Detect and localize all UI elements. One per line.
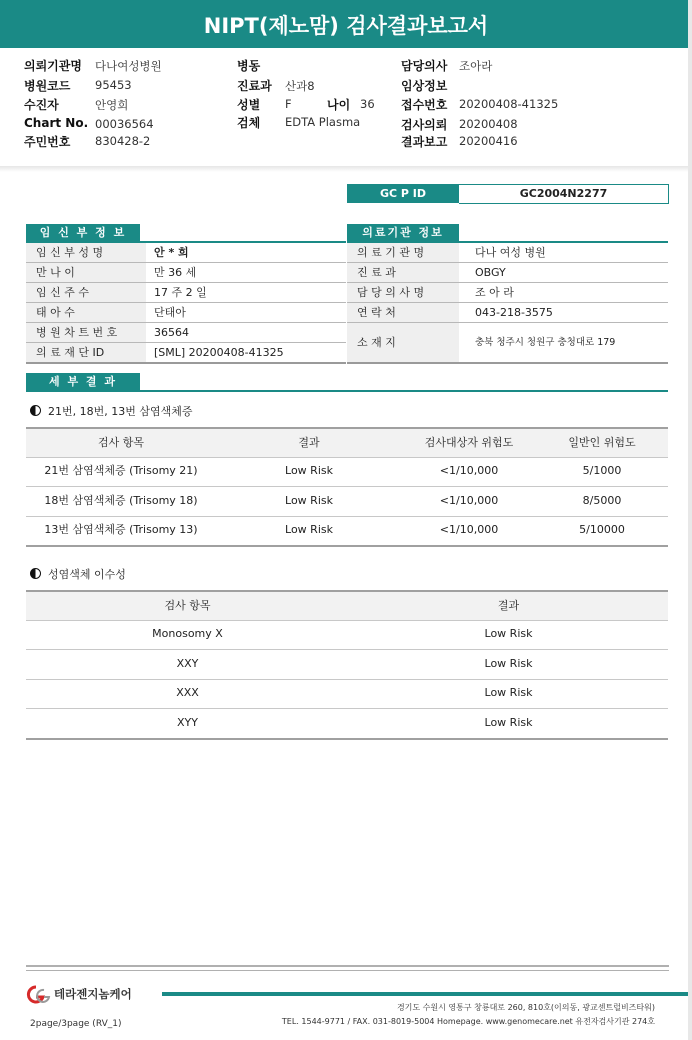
pregnant-row-value: 만 36 세	[154, 266, 197, 279]
table-row	[26, 457, 668, 487]
institution-row	[347, 243, 668, 263]
table-cell: <1/10,000	[439, 464, 499, 477]
institution-row-value: OBGY	[475, 266, 506, 279]
dept-value: 산과8	[285, 79, 315, 93]
table-cell: 13번 삼염색체증 (Trisomy 13)	[44, 523, 198, 536]
column-header: 검사 항목	[164, 599, 211, 612]
pregnant-row	[26, 243, 346, 263]
table-row	[26, 487, 668, 517]
examinee-value: 안영희	[95, 98, 129, 112]
institution-row-value: 조 아 라	[475, 286, 514, 299]
pregnant-row-key: 태 아 수	[26, 303, 146, 322]
table-row	[26, 650, 668, 680]
rrn-value: 830428-2	[95, 134, 151, 148]
page-number: 2page/3page (RV_1)	[30, 1019, 122, 1029]
section1-heading	[30, 403, 192, 419]
chart-label: Chart No.	[24, 116, 89, 130]
table-cell: <1/10,000	[439, 494, 499, 507]
examinee-label: 수진자	[24, 98, 59, 112]
code-label: 병원코드	[24, 79, 71, 93]
hospital-label: 의뢰기관명	[24, 59, 82, 73]
pregnant-row-key: 임 신 부 성 명	[26, 243, 146, 262]
pregnant-row-value: 안 * 희	[154, 246, 189, 259]
institution-row-value: 다나 여성 병원	[475, 246, 546, 259]
column-header: 일반인 위험도	[568, 436, 636, 449]
table-row	[26, 709, 668, 740]
half-circle-icon	[30, 405, 41, 416]
specimen-value: EDTA Plasma	[285, 115, 361, 129]
chart-value: 00036564	[95, 117, 154, 131]
table-cell: Low Risk	[484, 716, 533, 729]
reception-value: 20200408-41325	[459, 97, 559, 111]
pregnant-row	[26, 263, 346, 283]
sex-label: 성별	[237, 98, 261, 112]
pregnant-row-value: [SML] 20200408-41325	[154, 346, 284, 359]
report-header	[0, 48, 692, 168]
doctor-label: 담당의사	[401, 59, 448, 73]
dept-label: 진료과	[237, 79, 272, 93]
table-row	[26, 679, 668, 709]
pregnant-row-value: 단태아	[154, 306, 186, 319]
pregnant-row-key: 병 원 차 트 번 호	[26, 323, 146, 342]
reception-label: 접수번호	[401, 98, 448, 112]
footer-address: 경기도 수원시 영통구 창룡대로 260, 810호(이의동, 광교센트럴비즈타워)	[396, 1003, 655, 1012]
table-cell: Low Risk	[484, 627, 533, 640]
table-row	[26, 516, 668, 547]
table-cell: XXX	[176, 686, 199, 699]
footer-divider	[26, 965, 669, 967]
specimen-label: 검체	[237, 116, 261, 130]
header-divider	[0, 166, 692, 172]
request-value: 20200408	[459, 117, 518, 131]
column-header: 결과	[497, 599, 520, 612]
table-cell: Low Risk	[484, 657, 533, 670]
rrn-label: 주민번호	[24, 135, 71, 149]
pregnant-row	[26, 303, 346, 323]
table-cell: Low Risk	[285, 464, 333, 477]
footer-accent-bar	[162, 992, 688, 996]
institution-row-key: 소 재 지	[347, 323, 459, 362]
right-scroll-edge	[688, 0, 692, 1040]
table-cell: 21번 삼염색체증 (Trisomy 21)	[44, 464, 198, 477]
table-cell: Low Risk	[484, 686, 533, 699]
institution-row-key: 진 료 과	[347, 263, 459, 282]
institution-row	[347, 263, 668, 283]
ward-label: 병동	[237, 59, 261, 73]
footer-contact: TEL. 1544-9771 / FAX. 031-8019-5004 Homepage. www.genomecare.net 유전자검사기관 274호	[281, 1017, 655, 1026]
institution-row	[347, 283, 668, 303]
pregnant-row-value: 17 주 2 일	[154, 286, 207, 299]
section1-table-header	[26, 427, 668, 458]
pregnant-row	[26, 283, 346, 303]
half-circle-icon	[30, 568, 41, 579]
institution-row	[347, 303, 668, 323]
report-title: NIPT(제노맘) 검사결과보고서	[0, 0, 692, 49]
table-cell: XXY	[176, 657, 199, 670]
pregnant-row-key: 의 료 재 단 ID	[26, 343, 146, 362]
gcp-id-value: GC2004N2277	[459, 184, 669, 204]
code-value: 95453	[95, 78, 132, 92]
institution-info-title: 의료기관 정보	[347, 224, 459, 241]
hospital-value: 다나여성병원	[95, 59, 162, 73]
column-header: 결과	[298, 436, 320, 449]
institution-row-key: 연 락 처	[347, 303, 459, 322]
institution-row-value: 충북 청주시 청원구 충청대로 179	[475, 337, 616, 348]
pregnant-row-key: 만 나 이	[26, 263, 146, 282]
details-title: 세 부 결 과	[26, 373, 140, 390]
section2-table-header	[26, 590, 668, 621]
sex-value: F	[285, 97, 292, 111]
table-cell: Low Risk	[285, 494, 333, 507]
table-cell: XYY	[177, 716, 198, 729]
section2-heading	[30, 566, 126, 582]
table-cell: Low Risk	[285, 523, 333, 536]
report-date-value: 20200416	[459, 134, 518, 148]
section1-heading-text: 21번, 18번, 13번 삼염색체증	[48, 405, 193, 418]
table-row	[26, 620, 668, 650]
footer-divider	[26, 970, 669, 971]
table-cell: Monosomy X	[152, 627, 223, 640]
institution-row	[347, 323, 668, 364]
doctor-value: 조아라	[459, 59, 493, 73]
table-cell: 5/1000	[582, 464, 622, 477]
logo-text: 테라젠지놈케어	[54, 987, 132, 1001]
section2-heading-text: 성염색체 이수성	[48, 568, 126, 581]
clinical-label: 임상정보	[401, 79, 448, 93]
report-date-label: 결과보고	[401, 135, 448, 149]
logo-mark-icon	[24, 984, 52, 1004]
pregnant-row	[26, 323, 346, 343]
table-cell: 5/10000	[579, 523, 625, 536]
institution-row-key: 의 료 기 관 명	[347, 243, 459, 262]
pregnant-row	[26, 343, 346, 364]
column-header: 검사 항목	[97, 436, 144, 449]
age-label: 나이	[327, 98, 351, 112]
pregnant-info-title: 임 신 부 정 보	[26, 224, 140, 241]
company-logo	[24, 984, 164, 1004]
request-label: 검사의뢰	[401, 118, 448, 132]
column-header: 검사대상자 위험도	[424, 436, 514, 449]
pregnant-row-key: 임 신 주 수	[26, 283, 146, 302]
pregnant-row-value: 36564	[154, 326, 189, 339]
gcp-id-label: GC P ID	[347, 184, 459, 203]
table-cell: 18번 삼염색체증 (Trisomy 18)	[44, 494, 198, 507]
details-line	[26, 390, 668, 392]
table-cell: 8/5000	[582, 494, 622, 507]
age-value: 36	[360, 97, 375, 111]
institution-row-value: 043-218-3575	[475, 306, 553, 319]
table-cell: <1/10,000	[439, 523, 499, 536]
institution-row-key: 담 당 의 사 명	[347, 283, 459, 302]
